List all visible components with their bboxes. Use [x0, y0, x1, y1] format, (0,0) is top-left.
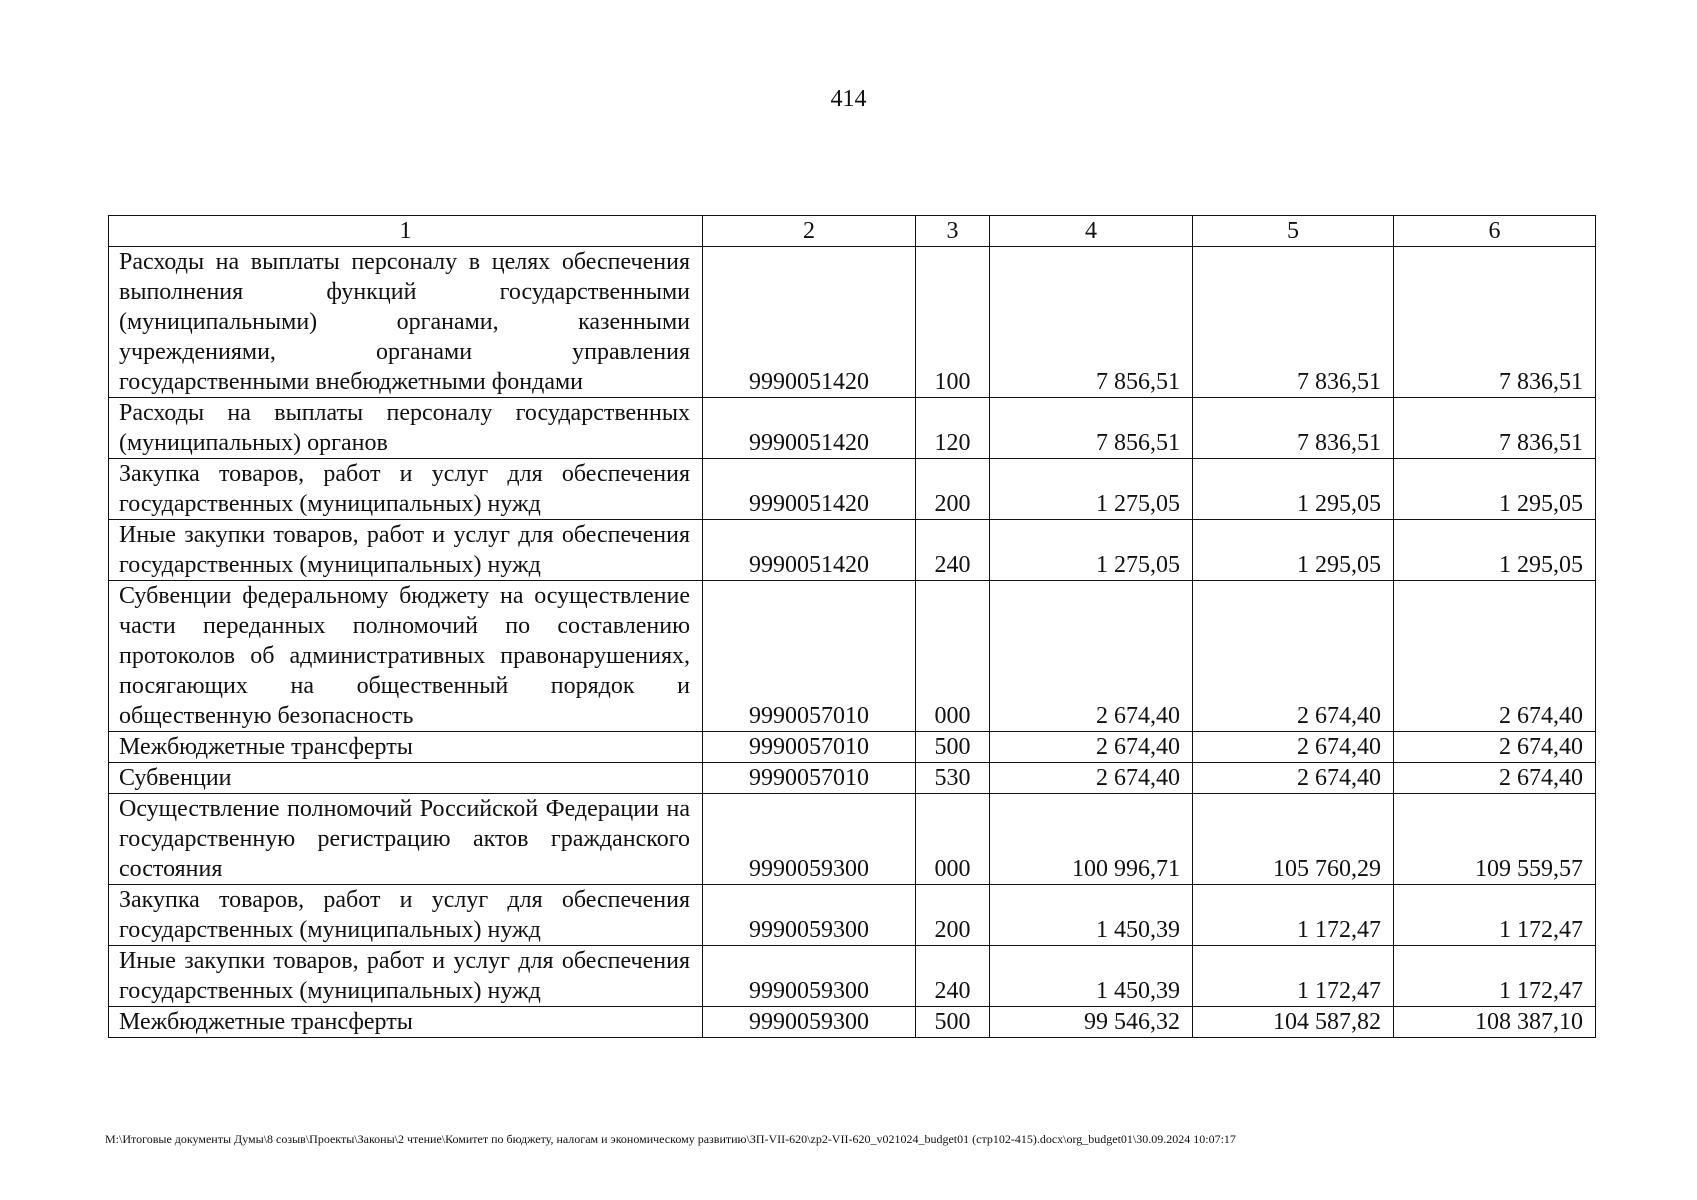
- column-header-3: 3: [916, 216, 990, 247]
- row-value-col5: 104 587,82: [1193, 1007, 1394, 1038]
- row-value-col4: 2 674,40: [990, 732, 1193, 763]
- row-value-col5: 2 674,40: [1193, 732, 1394, 763]
- table-row: [109, 885, 1596, 946]
- row-value-col4: 7 856,51: [990, 398, 1193, 459]
- row-expense-type: 200: [916, 885, 990, 946]
- row-description: Иные закупки товаров, работ и услуг для обеспечения государственных (муниципальных) нужд: [109, 520, 703, 581]
- column-header-1: 1: [109, 216, 703, 247]
- row-target-code: 9990059300: [703, 946, 916, 1007]
- budget-table: [108, 215, 1596, 1038]
- row-expense-type: 100: [916, 247, 990, 398]
- row-value-col5: 1 295,05: [1193, 520, 1394, 581]
- row-value-col6: 2 674,40: [1394, 732, 1596, 763]
- row-target-code: 9990057010: [703, 732, 916, 763]
- row-value-col6: 1 295,05: [1394, 459, 1596, 520]
- column-header-4: 4: [990, 216, 1193, 247]
- row-expense-type: 000: [916, 581, 990, 732]
- row-description: Расходы на выплаты персоналу в целях обеспечения выполнения функций государственными (муниципальными) органами, казенными учреждениями, органами управления государственными внебюджетными фондами: [109, 247, 703, 398]
- row-value-col4: 2 674,40: [990, 763, 1193, 794]
- row-target-code: 9990051420: [703, 247, 916, 398]
- row-description: Закупка товаров, работ и услуг для обеспечения государственных (муниципальных) нужд: [109, 885, 703, 946]
- row-target-code: 9990059300: [703, 1007, 916, 1038]
- row-target-code: 9990059300: [703, 885, 916, 946]
- row-value-col6: 2 674,40: [1394, 763, 1596, 794]
- row-target-code: 9990051420: [703, 398, 916, 459]
- row-value-col6: 1 172,47: [1394, 946, 1596, 1007]
- table-row: [109, 247, 1596, 398]
- column-header-6: 6: [1394, 216, 1596, 247]
- row-expense-type: 200: [916, 459, 990, 520]
- row-value-col6: 109 559,57: [1394, 794, 1596, 885]
- row-expense-type: 240: [916, 946, 990, 1007]
- row-description: Межбюджетные трансферты: [109, 1007, 703, 1038]
- table-row: [109, 732, 1596, 763]
- row-description: Иные закупки товаров, работ и услуг для обеспечения государственных (муниципальных) нужд: [109, 946, 703, 1007]
- row-target-code: 9990057010: [703, 763, 916, 794]
- row-target-code: 9990059300: [703, 794, 916, 885]
- row-description: Субвенции: [109, 763, 703, 794]
- column-header-2: 2: [703, 216, 916, 247]
- row-value-col5: 1 172,47: [1193, 946, 1394, 1007]
- row-value-col5: 105 760,29: [1193, 794, 1394, 885]
- table-row: [109, 520, 1596, 581]
- table-row: [109, 794, 1596, 885]
- row-description: Межбюджетные трансферты: [109, 732, 703, 763]
- row-value-col5: 7 836,51: [1193, 247, 1394, 398]
- row-description: Субвенции федеральному бюджету на осуществление части переданных полномочий по составлению протоколов об административных правонарушениях, посягающих на общественный порядок и общественную безопасность: [109, 581, 703, 732]
- table-row: [109, 398, 1596, 459]
- row-value-col4: 1 275,05: [990, 459, 1193, 520]
- row-value-col4: 1 450,39: [990, 885, 1193, 946]
- table-row: [109, 581, 1596, 732]
- table-row: [109, 763, 1596, 794]
- row-value-col5: 1 172,47: [1193, 885, 1394, 946]
- row-target-code: 9990051420: [703, 520, 916, 581]
- row-value-col4: 99 546,32: [990, 1007, 1193, 1038]
- row-expense-type: 240: [916, 520, 990, 581]
- row-value-col4: 7 856,51: [990, 247, 1193, 398]
- row-value-col5: 2 674,40: [1193, 581, 1394, 732]
- row-target-code: 9990057010: [703, 581, 916, 732]
- row-value-col6: 7 836,51: [1394, 247, 1596, 398]
- row-value-col5: 1 295,05: [1193, 459, 1394, 520]
- page-number: 414: [830, 86, 867, 112]
- row-value-col4: 1 275,05: [990, 520, 1193, 581]
- table-row: [109, 1007, 1596, 1038]
- table-row: [109, 946, 1596, 1007]
- row-value-col6: 7 836,51: [1394, 398, 1596, 459]
- row-description: Закупка товаров, работ и услуг для обеспечения государственных (муниципальных) нужд: [109, 459, 703, 520]
- row-value-col4: 2 674,40: [990, 581, 1193, 732]
- row-value-col4: 100 996,71: [990, 794, 1193, 885]
- document-footer-path: M:\Итоговые документы Думы\8 созыв\Проекты\Законы\2 чтение\Комитет по бюджету, налогам и экономическому развитию\ЗП-VII-620\zp2-VII-620_v021024_budget01 (стр102-415).docx\org_budget01\30.09.2024 10:07:17: [105, 1132, 1236, 1146]
- column-header-5: 5: [1193, 216, 1394, 247]
- row-description: Расходы на выплаты персоналу государственных (муниципальных) органов: [109, 398, 703, 459]
- row-value-col6: 2 674,40: [1394, 581, 1596, 732]
- row-target-code: 9990051420: [703, 459, 916, 520]
- row-value-col6: 108 387,10: [1394, 1007, 1596, 1038]
- row-expense-type: 120: [916, 398, 990, 459]
- row-expense-type: 000: [916, 794, 990, 885]
- row-description: Осуществление полномочий Российской Федерации на государственную регистрацию актов гражданского состояния: [109, 794, 703, 885]
- row-value-col5: 2 674,40: [1193, 763, 1394, 794]
- table-row: [109, 459, 1596, 520]
- row-value-col5: 7 836,51: [1193, 398, 1394, 459]
- row-value-col6: 1 172,47: [1394, 885, 1596, 946]
- row-expense-type: 500: [916, 732, 990, 763]
- table-header-row: [109, 216, 1596, 247]
- row-expense-type: 500: [916, 1007, 990, 1038]
- row-value-col6: 1 295,05: [1394, 520, 1596, 581]
- row-value-col4: 1 450,39: [990, 946, 1193, 1007]
- row-expense-type: 530: [916, 763, 990, 794]
